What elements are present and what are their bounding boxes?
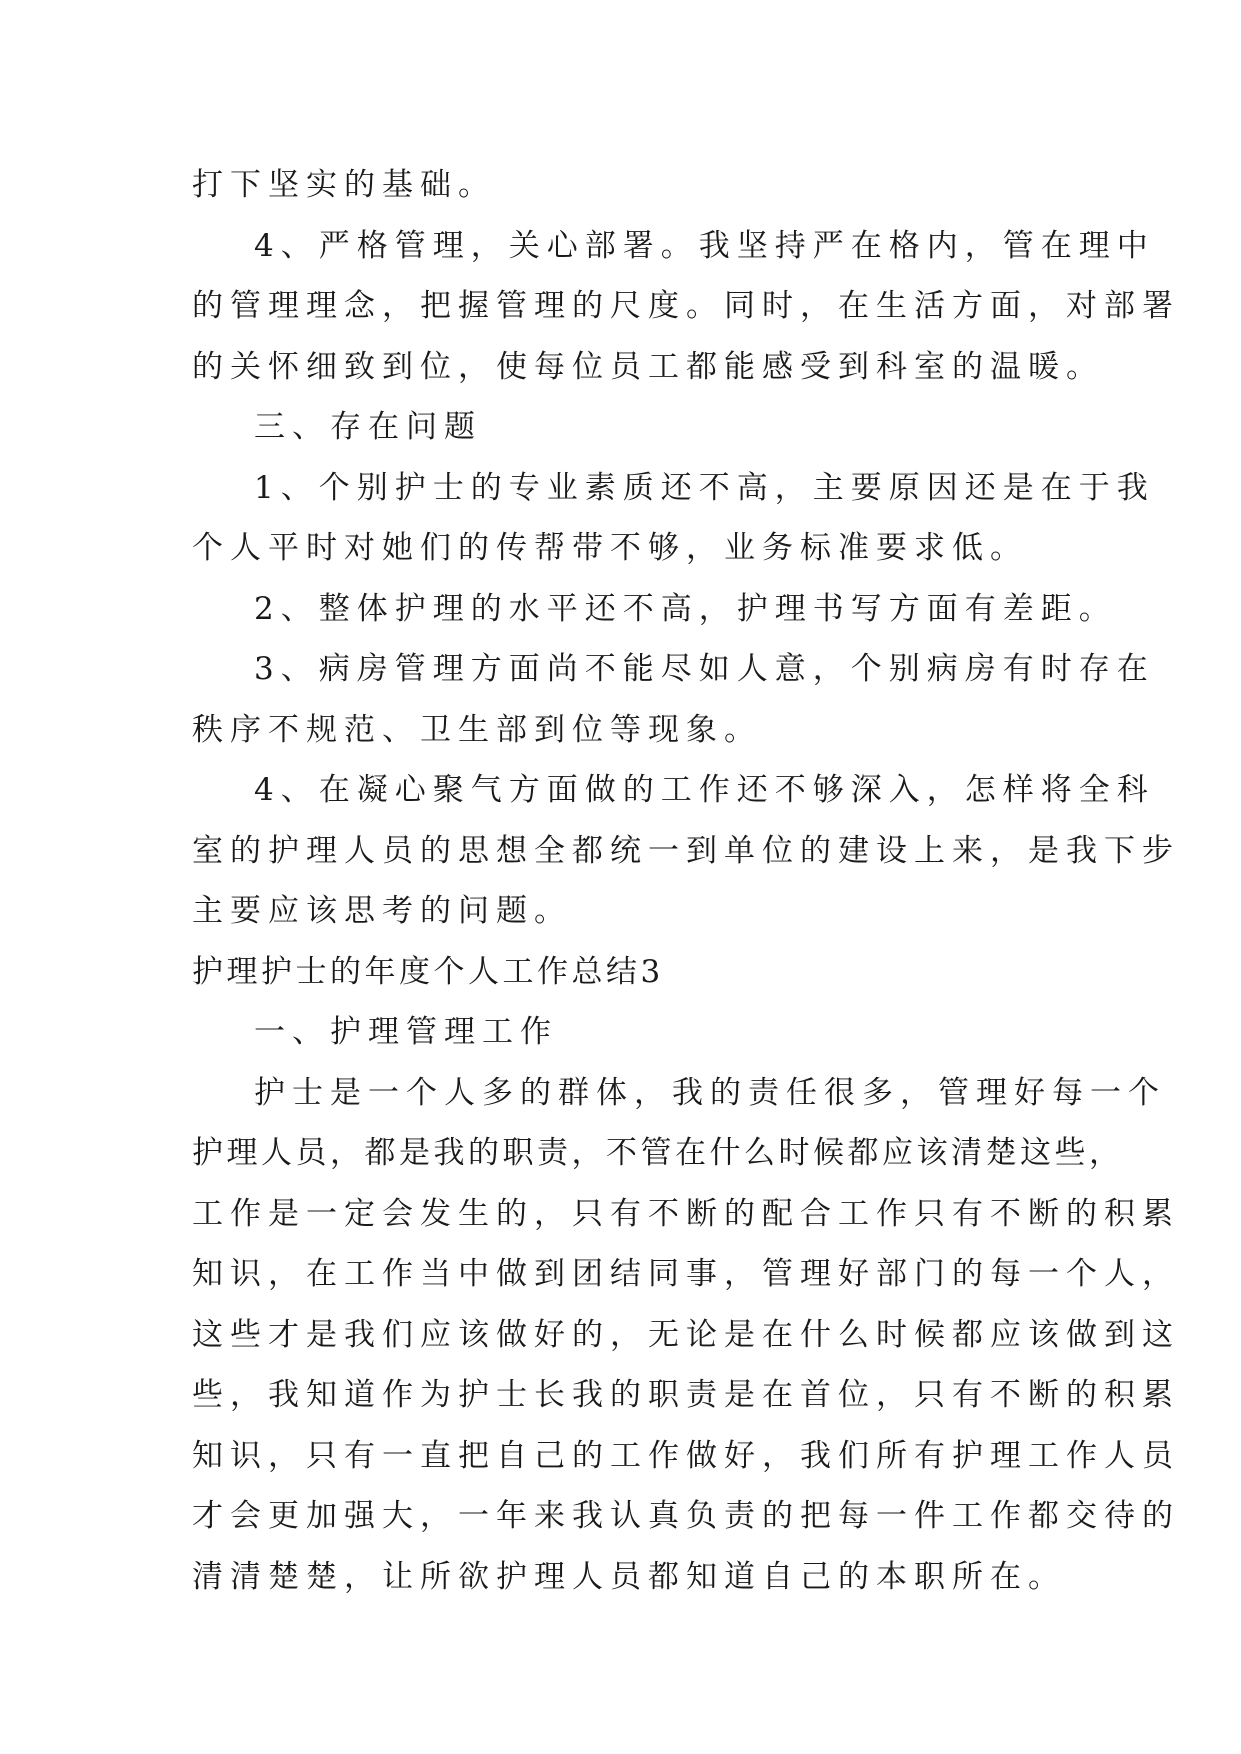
text-line: 清清楚楚，让所欲护理人员都知道自己的本职所在。 [192, 1558, 1066, 1595]
text-line: 工作是一定会发生的，只有不断的配合工作只有不断的积累 [192, 1195, 1180, 1232]
text-line: 知识，在工作当中做到团结同事，管理好部门的每一个人， [192, 1256, 1180, 1292]
paragraph-line: 2、整体护理的水平还不高，护理书写方面有差距。 [254, 590, 1117, 627]
text-line: 个人平时对她们的传帮带不够，业务标准要求低。 [192, 530, 1028, 566]
text-line: 秩序不规范、卫生部到位等现象。 [192, 711, 762, 748]
section-heading: 一、护理管理工作 [254, 1014, 558, 1050]
document-page [192, 155, 1180, 1607]
document-title: 护理护士的年度个人工作总结3 [192, 953, 664, 990]
text-line: 主要应该思考的问题。 [192, 893, 572, 929]
text-line: 护理人员，都是我的职责，不管在什么时候都应该清楚这些， [192, 1135, 1124, 1171]
text-line: 些，我知道作为护士长我的职责是在首位，只有不断的积累 [192, 1377, 1180, 1413]
paragraph-line: 护士是一个人多的群体，我的责任很多，管理好每一个 [254, 1074, 1166, 1111]
text-line: 这些才是我们应该做好的，无论是在什么时候都应该做到这 [192, 1316, 1180, 1353]
section-heading: 三、存在问题 [254, 409, 482, 445]
text-line: 的管理理念，把握管理的尺度。同时，在生活方面，对部署 [192, 288, 1180, 324]
paragraph-line: 3、病房管理方面尚不能尽如人意，个别病房有时存在 [254, 651, 1155, 687]
paragraph-line: 1、个别护士的专业素质还不高，主要原因还是在于我 [254, 469, 1155, 506]
text-line: 知识，只有一直把自己的工作做好，我们所有护理工作人员 [192, 1437, 1180, 1474]
text-line: 室的护理人员的思想全都统一到单位的建设上来，是我下步 [192, 832, 1180, 869]
text-line: 的关怀细致到位，使每位员工都能感受到科室的温暖。 [192, 348, 1104, 385]
paragraph-line: 4、在凝心聚气方面做的工作还不够深入，怎样将全科 [254, 772, 1155, 808]
paragraph-line: 4、严格管理，关心部署。我坚持严在格内，管在理中 [254, 227, 1155, 264]
text-line: 才会更加强大，一年来我认真负责的把每一件工作都交待的 [192, 1498, 1180, 1534]
text-line: 打下坚实的基础。 [192, 167, 496, 203]
